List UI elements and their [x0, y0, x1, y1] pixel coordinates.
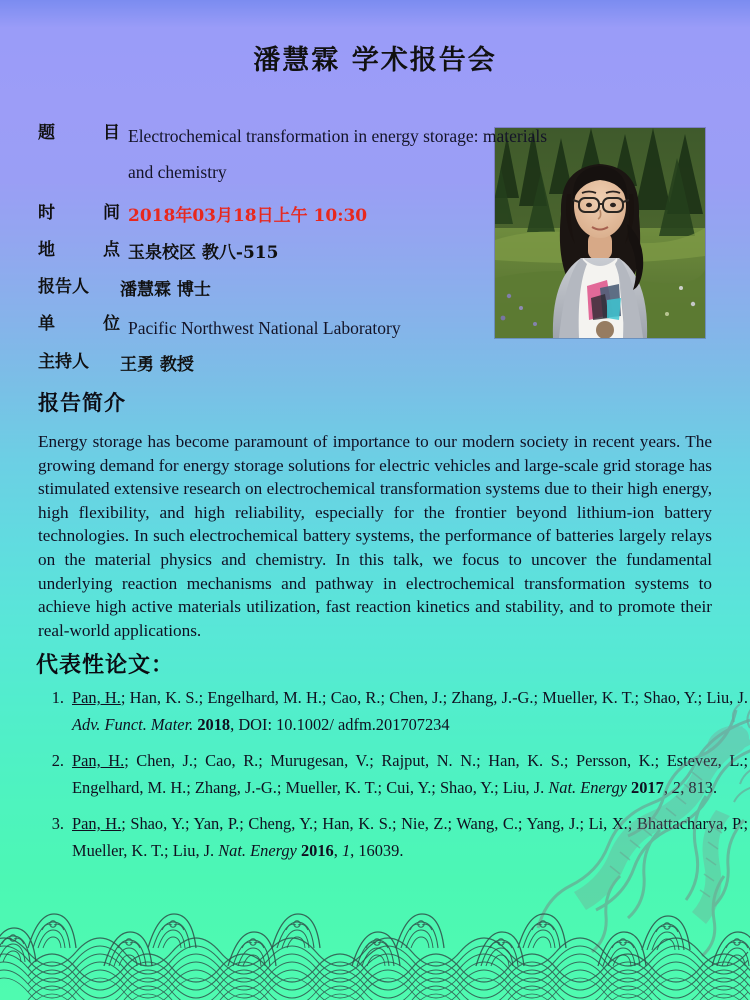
page-title: 潘慧霖 学术报告会	[253, 45, 497, 76]
publication-item: Pan, H.; Shao, Y.; Yan, P.; Cheng, Y.; Han, K. S.; Nie, Z.; Wang, C.; Yang, J.; Li, X.; Bhattacharya, P.; Mueller, K. T.; Liu, J. Nat. Energy 2016, 1, 16039.	[72, 814, 748, 860]
info-value-location: 玉泉校区 教八-515	[128, 242, 279, 263]
publication-tail: , DOI: 10.1002/ adfm.201707234	[230, 715, 450, 734]
publication-year: 2016	[300, 841, 334, 860]
publication-first-author: Pan, H.	[72, 814, 122, 833]
publications-heading: 代表性论文：	[36, 652, 175, 678]
publication-volume: 2	[672, 778, 681, 797]
publication-journal: Adv. Funct. Mater.	[72, 715, 194, 734]
publication-first-author: Pan, H.	[72, 688, 121, 707]
publication-first-author: Pan, H.	[72, 751, 125, 770]
info-row-affiliation	[38, 316, 708, 345]
info-value-topic: Electrochemical transformation in energy storage: materials and chemistry	[128, 126, 548, 182]
info-label-topic-b: 目	[103, 123, 120, 143]
publication-journal: Nat. Energy	[548, 778, 627, 797]
info-row-host	[38, 354, 708, 382]
publication-item: Pan, H.; Chen, J.; Cao, R.; Murugesan, V.; Rajput, N. N.; Han, K. S.; Persson, K.; Estevez, L.; Engelhard, M. H.; Zhang, J.-G.; Mueller, K. T.; Cui, Y.; Shao, Y.; Liu, J. Nat. Energy 2017, 2, 813.	[72, 751, 748, 797]
publication-authors: ; Han, K. S.; Engelhard, M. H.; Cao, R.; Chen, J.; Zhang, J.-G.; Mueller, K. T.; Shao, Y.; Liu, J.	[120, 688, 748, 707]
publication-volume: 1	[341, 841, 351, 860]
info-label-affiliation-b: 位	[103, 314, 120, 335]
publication-year: 2018	[197, 715, 231, 734]
info-label-affiliation-a: 单	[38, 314, 55, 335]
publication-authors: ; Shao, Y.; Yan, P.; Cheng, Y.; Han, K. S.; Nie, Z.; Wang, C.; Yang, J.; Li, X.; Bhattacharya, P.; Mueller, K. T.; Liu, J.	[72, 814, 748, 860]
info-value-affiliation: Pacific Northwest National Laboratory	[128, 318, 401, 339]
publication-tail: , 16039.	[350, 841, 404, 860]
publications-list	[44, 684, 748, 873]
publication-tail: , 813.	[680, 778, 718, 797]
publication-authors: ; Chen, J.; Cao, R.; Murugesan, V.; Rajput, N. N.; Han, K. S.; Persson, K.; Estevez, L.; Engelhard, M. H.; Zhang, J.-G.; Mueller, K. T.; Cui, Y.; Shao, Y.; Liu, J.	[72, 751, 748, 797]
info-label-topic-a: 题	[38, 123, 55, 143]
info-label-affiliation	[38, 316, 128, 333]
publication-item	[72, 684, 748, 738]
info-label-topic	[38, 125, 128, 142]
seminar-info-block	[38, 125, 708, 391]
info-row-location	[38, 239, 708, 270]
info-value-host: 王勇 教授	[120, 355, 194, 376]
info-label-location	[38, 239, 128, 260]
info-label-location-a: 地	[38, 239, 55, 260]
info-label-location-b: 点	[103, 239, 120, 260]
info-row-time	[38, 202, 708, 233]
info-value-speaker: 潘慧霖 博士	[120, 280, 211, 301]
info-value-time: 2018年03月18日上午 10:30	[128, 205, 368, 226]
info-label-time-b: 间	[103, 202, 120, 223]
info-label-host: 主持人	[38, 352, 89, 373]
info-row-speaker	[38, 279, 708, 307]
info-row-topic	[38, 125, 708, 191]
info-label-time-a: 时	[38, 202, 55, 223]
publication-journal: Nat. Energy	[218, 841, 297, 860]
publication-year: 2017	[631, 778, 664, 797]
wave-pattern-decoration	[0, 870, 750, 1000]
info-label-speaker: 报告人	[38, 277, 89, 298]
info-label-time	[38, 202, 128, 223]
abstract-heading: 报告简介	[38, 390, 126, 415]
abstract-body: Energy storage has become paramount of importance to our modern society in recent years. The growing demand for energy storage solutions for electric vehicles and large-scale grid storage has stimulated extensive research on electrochemical transformation systems due to their high energy, high flexibility, and high reliability, especially for the frontier beyond lithium-ion battery technologies. In such electrochemical battery systems, the performance of batteries largely relays on the material physics and chemistry. In this talk, we focus to uncover the fundamental underlying reaction mechanisms and pathway in electrochemical transformation systems to achieve high active materials utilization, fast reaction kinetics and stability, and to promote their real-world applications.	[38, 432, 712, 640]
